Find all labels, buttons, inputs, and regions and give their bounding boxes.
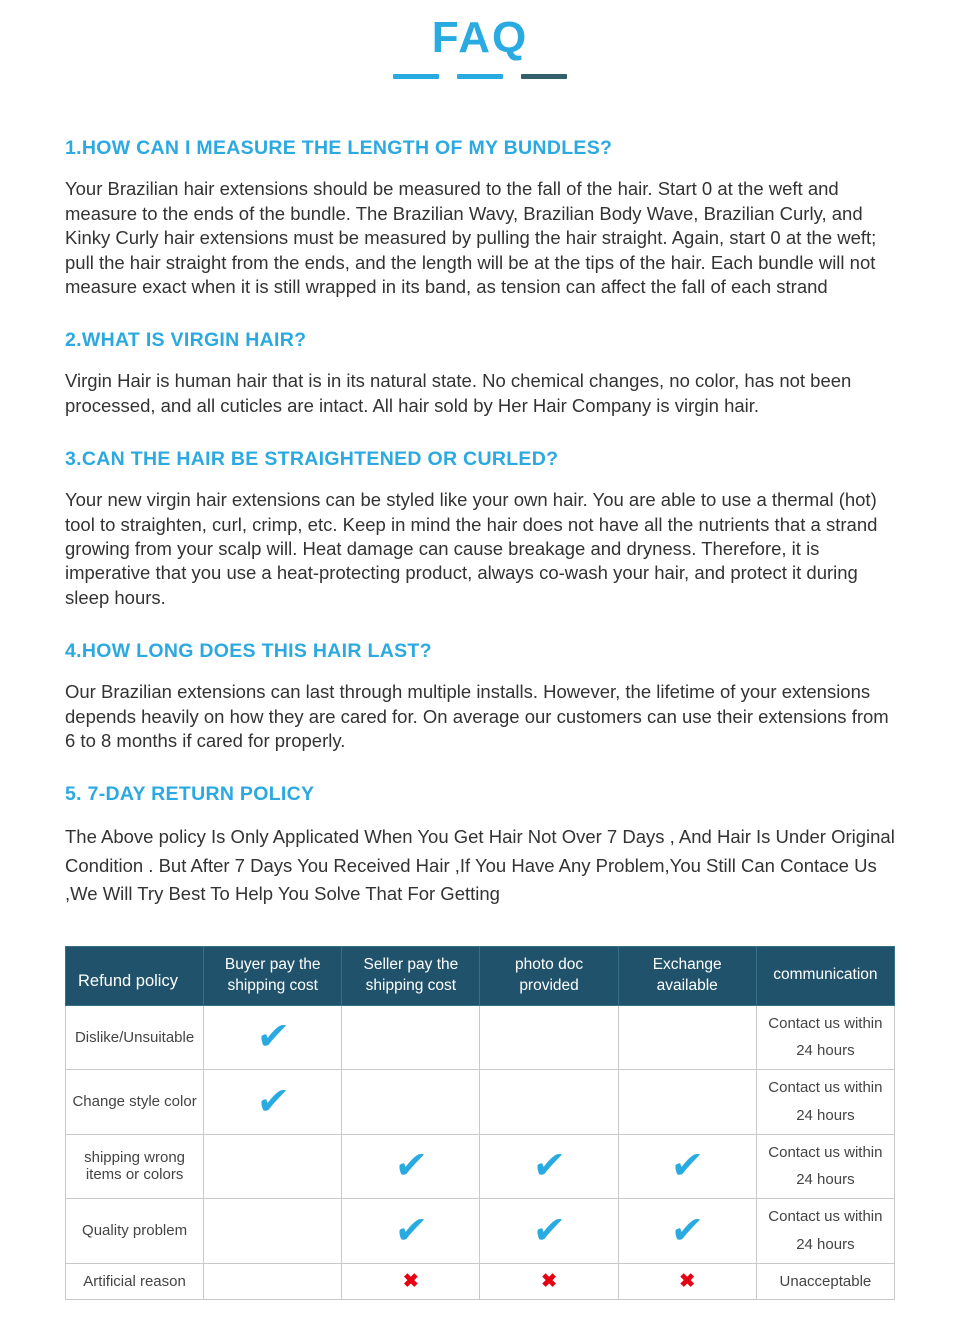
column-header-exchange: Exchange available [618, 946, 756, 1005]
communication-cell: Contact us within 24 hours [756, 1005, 894, 1070]
empty-cell [342, 1005, 480, 1070]
faq-section [65, 448, 895, 610]
refund-table-header [66, 946, 895, 1005]
mark-cell [204, 1005, 342, 1070]
faq-section [65, 329, 895, 418]
mark-cell [480, 1263, 618, 1300]
column-header-photo-doc: photo doc provided [480, 946, 618, 1005]
mark-cell [204, 1070, 342, 1135]
empty-cell [618, 1070, 756, 1135]
check-icon: ✔ [392, 1145, 430, 1188]
table-row [66, 1070, 895, 1135]
communication-cell: Contact us within 24 hours [756, 1070, 894, 1135]
empty-cell [480, 1005, 618, 1070]
faq-section [65, 783, 895, 907]
row-label: Artificial reason [66, 1263, 204, 1300]
row-label: Change style color [66, 1070, 204, 1135]
table-header-row [66, 946, 895, 1005]
column-header-communication: communication [756, 946, 894, 1005]
page-title-block [65, 0, 895, 79]
faq-section-body: Our Brazilian extensions can last through multiple installs. However, the lifetime of your extensions depends heavily on how they are cared for. On average our customers can use their extensions from 6 to 8 months if cared for properly. [65, 681, 889, 752]
faq-section-heading: 4.HOW LONG DOES THIS HAIR LAST? [65, 640, 432, 663]
empty-cell [480, 1070, 618, 1135]
content-container [65, 0, 895, 1300]
check-icon: ✔ [669, 1145, 706, 1188]
title-underline [65, 74, 895, 79]
mark-cell [618, 1263, 756, 1300]
mark-cell [342, 1134, 480, 1199]
faq-section-heading: 5. 7-DAY RETURN POLICY [65, 783, 315, 806]
title-dash [521, 74, 567, 79]
check-icon: ✔ [530, 1209, 568, 1252]
column-header-buyer-pay: Buyer pay the shipping cost [204, 946, 342, 1005]
check-icon: ✔ [669, 1209, 706, 1252]
check-icon: ✔ [254, 1016, 291, 1059]
faq-sections [65, 137, 895, 907]
title-dash [457, 74, 503, 79]
faq-section-heading: 2.WHAT IS VIRGIN HAIR? [65, 329, 307, 352]
table-row [66, 1005, 895, 1070]
faq-section-body: Your Brazilian hair extensions should be measured to the fall of the hair. Start 0 at the weft and measure to the ends of the bundle. The Brazilian Wavy, Brazilian Body Wave, Brazilian Curly, and Kinky Curly hair extensions must be measured by pulling the hair straight. Again, start 0 at the weft; pull the hair straight from the ends, and the length will be at the tips of the hair. Each bundle will not measure exact when it is still wrapped in its band, as tension can affect the fall of each strand [65, 178, 877, 298]
empty-cell [204, 1199, 342, 1264]
row-label: shipping wrong items or colors [66, 1134, 204, 1199]
empty-cell [342, 1070, 480, 1135]
empty-cell [204, 1134, 342, 1199]
column-header-refund-policy: Refund policy [66, 946, 204, 1005]
mark-cell [618, 1199, 756, 1264]
empty-cell [618, 1005, 756, 1070]
page-title: FAQ [431, 13, 529, 62]
mark-cell [618, 1134, 756, 1199]
faq-section-body: Virgin Hair is human hair that is in its natural state. No chemical changes, no color, has not been processed, and all cuticles are intact. All hair sold by Her Hair Company is virgin hair. [65, 370, 852, 416]
communication-cell: Unacceptable [756, 1263, 894, 1300]
communication-cell: Contact us within 24 hours [756, 1134, 894, 1199]
mark-cell [342, 1263, 480, 1300]
faq-section-heading: 1.HOW CAN I MEASURE THE LENGTH OF MY BUNDLES? [65, 137, 613, 160]
title-dash [393, 74, 439, 79]
table-row [66, 1263, 895, 1300]
mark-cell [480, 1199, 618, 1264]
check-icon: ✔ [254, 1080, 291, 1123]
faq-section [65, 137, 895, 299]
communication-cell: Contact us within 24 hours [756, 1199, 894, 1264]
row-label: Dislike/Unsuitable [66, 1005, 204, 1070]
x-icon: ✖ [541, 1271, 557, 1293]
check-icon: ✔ [530, 1145, 568, 1188]
table-row [66, 1199, 895, 1264]
column-header-seller-pay: Seller pay the shipping cost [342, 946, 480, 1005]
x-icon: ✖ [679, 1271, 696, 1293]
mark-cell [342, 1199, 480, 1264]
x-icon: ✖ [402, 1271, 419, 1293]
faq-section-body: The Above policy Is Only Applicated When You Get Hair Not Over 7 Days , And Hair Is Under Original Condition . But After 7 Days You Received Hair ,If You Have Any Problem,You Still Can Contace Us ,We Will Try Best To Help You Solve That For Getting [65, 826, 895, 904]
check-icon: ✔ [392, 1209, 430, 1252]
faq-section-body: Your new virgin hair extensions can be styled like your own hair. You are able to use a thermal (hot) tool to straighten, curl, crimp, etc. Keep in mind the hair does not have all the nutrients that a strand growing from your scalp will. Heat damage can cause breakage and dryness. Therefore, it is imperative that you use a heat-protecting product, always co-wash your hair, and protect it during sleep hours. [65, 489, 878, 608]
refund-table-body [66, 1005, 895, 1300]
empty-cell [204, 1263, 342, 1300]
faq-section-heading: 3.CAN THE HAIR BE STRAIGHTENED OR CURLED? [65, 448, 559, 471]
refund-policy-table [65, 946, 895, 1301]
table-row [66, 1134, 895, 1199]
mark-cell [480, 1134, 618, 1199]
row-label: Quality problem [66, 1199, 204, 1264]
faq-section [65, 640, 895, 753]
